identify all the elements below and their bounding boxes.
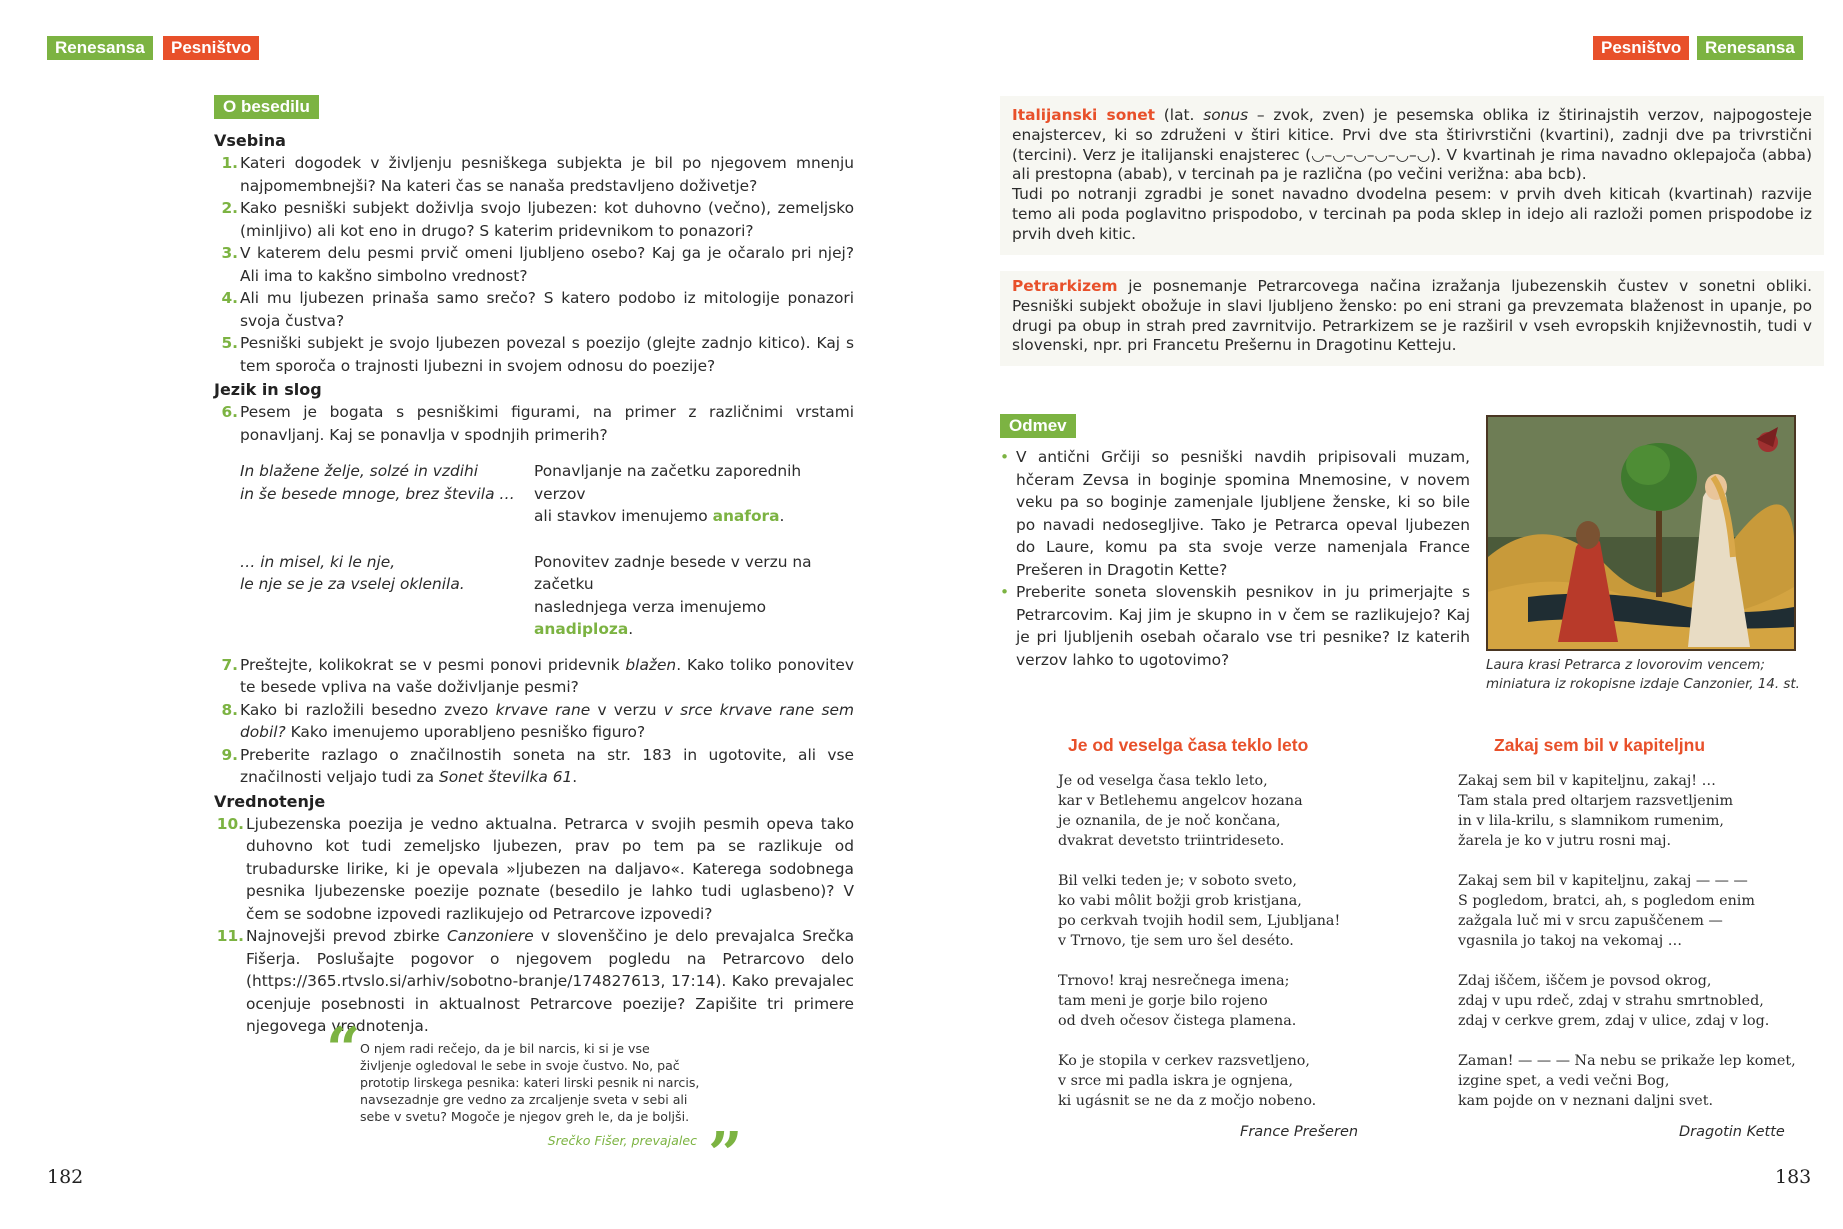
question-3: 3. V katerem delu pesmi prvič omeni ljubljeno osebo? Kaj ga je očaralo pri njej? Ali ima to kakšno simbolno vrednost?	[221, 244, 854, 285]
term-anadiploza: anadiploza	[534, 620, 629, 638]
example-explanation: Ponavljanje na začetku zaporednih verzov	[534, 462, 802, 503]
close-quote-mark: ”	[708, 1120, 743, 1190]
left-page	[0, 0, 921, 1229]
question-8: 8. Kako bi razložili besedno zvezo krvave rane v verzu v srce krvave rane sem dobil? Kako imenujemo uporabljeno pesniško figuro?	[221, 700, 855, 741]
odmev-bullet-2: • Preberite soneta slovenskih pesnikov in ju primerjajte s Petrarcovim. Kaj jim je skupno in v čem se razlikujejo? Kaj je pri ljubljenih osebah očaralo vse tri pesnike? Iz katerih verzov lahko to ugotovimo?	[1000, 581, 1470, 671]
question-10: 10. Ljubezenska poezija je vedno aktualna. Petrarca v svojih pesmih opeva tako duhovno kot tudi zemeljsko ljubezen, prav po tem pa se razlikuje od trubadurske lirike, ki je opevala »ljubezen na daljavo«. Katerega sodobnega pesnika ljubezenske poezije poznate (besedilo je lahko tudi uglasbeno)? V čem se sodobne izpovedi razlikujejo od Petrarcove izpovedi?	[216, 814, 854, 923]
odmev-bullet-1: • V antični Grčiji so pesniški navdih pripisovali muzam, hčeram Zevsa in boginje spomina Mnemosine, v novem veku pa so boginje zamenjale ljubljene ženske, ki so bile po navadi nedosegljive. Tako je Petrarca opeval ljubezen do Laure, komu pa sta svoje verze namenjala France Prešeren in Dragotin Kette?	[1000, 446, 1470, 581]
section-title-o-besedilu: O besedilu	[214, 95, 319, 119]
question-7: 7. Preštejte, kolikokrat se v pesmi ponovi pridevnik blažen. Kako toliko ponovitev te besede vpliva na vaše doživljanje pesmi?	[221, 655, 854, 696]
sonet-info-box: Italijanski sonet (lat. sonus – zvok, zven) je pesemska oblika iz štirinajstih verzov, najpogosteje enajstercev, ki so združeni v štiri kitice. Prvi dve sta štirivrstični (kvartini), zadnji dve pa trivrstični (tercini). Verz je italijanski enajsterec (◡–◡–◡–◡–◡–◡). V kvartinah je rima navadno oklepajoča (abba) ali prestopna (abab), v tercinah pa je različna (po večini verižna: aba bcb). Tudi po notranji zgradbi je sonet navadno dvodelna pesem: v prvih dveh kiticah (kvartinah) razvije temo ali poda poglavitno prispodobo, v tercinah pa poda sklep in idejo ali razloži pomen prispodobe iz prvih dveh kitic.	[1000, 96, 1824, 255]
poem-title-preseren: Je od veselga časa teklo leto	[1068, 735, 1309, 755]
tag-pesnistvo: Pesništvo	[1593, 36, 1689, 60]
sonet-paragraph-2: Tudi po notranji zgradbi je sonet navadno dvodelna pesem: v prvih dveh kiticah (kvartinah) razvije temo ali poda poglavitno prispodobo, v tercinah pa poda sklep in idejo ali razloži pomen prispodobe iz prvih dveh kitic.	[1012, 185, 1812, 243]
petrarkizem-info-box: Petrarkizem je posnemanje Petrarcovega načina izražanja ljubezenskih čustev v sonetni obliki. Pesniški subjekt obožuje in slavi ljubljeno žensko: po eni strani ga prevzemata blaženost in upanje, po drugi pa obup in strah pred zavrnitvijo. Petrarkizem se je razširil v vseh evropskih književnostih, tudi v slovenski, npr. pri Francetu Prešernu in Dragotinu Ketteju.	[1000, 271, 1824, 366]
quote-text: O njem radi rečejo, da je bil narcis, ki si je vse življenje ogledoval le sebe in svoje čustvo. No, pač prototip lirskega pesnika: kateri lirski pesnik ni narcis, navsezadnje gre vedno za zrcaljenje sveta v sebi ali sebe v svetu? Mogoče je njegov greh le, da je boljši.	[360, 1041, 700, 1124]
example-verse: In blažene želje, solzé in vzdihi	[240, 462, 479, 480]
term-anafora: anafora	[712, 507, 780, 525]
term-petrarkizem: Petrarkizem	[1012, 277, 1118, 295]
miniature-illustration	[1488, 417, 1794, 649]
poem-author-kette: Dragotin Kette	[1679, 1124, 1785, 1140]
right-page	[922, 0, 1843, 1229]
example-verse: … in misel, ki le nje,	[240, 552, 396, 571]
quote-author: Srečko Fišer, prevajalec	[547, 1133, 697, 1148]
question-6: 6. Pesem je bogata s pesniškimi figurami, na primer z različnimi vrstami ponavljanj. Kaj se ponavlja v spodnjih primerih?	[221, 403, 854, 444]
stanza: Bil velki teden je; v soboto sveto, ko vabi môlit božji grob kristjana, po cerkvah tvojih hodil sem, Ljubljana! v Trnovo, tje sem uro šel deséto.	[1058, 873, 1341, 949]
question-4: 4. Ali mu ljubezen prinaša samo srečo? S katero podobo iz mitologije ponazori svoja čustva?	[221, 289, 854, 330]
question-2: 2. Kako pesniški subjekt doživlja svojo ljubezen: kot duhovno (večno), zemeljsko (minljivo) ali kot eno in drugo? S katerim pridevnikom to ponazori?	[221, 199, 854, 240]
question-5: 5. Pesniški subjekt je svojo ljubezen povezal s poezijo (glejte zadnjo kitico). Kaj s tem sporoča o trajnosti ljubezni in svojem odnosu do poezije?	[221, 334, 854, 375]
example-verse: le nje se je za vselej oklenila.	[240, 575, 465, 593]
question-11: 11. Najnovejši prevod zbirke Canzoniere v slovenščino je delo prevajalca Srečka Fišerja. Poslušajte pogovor o njegovem pogledu na Petrarcovo delo (https://365.rtvslo.si/arhiv/sobotno-branje/174827613, 17:14). Kako prevajalec ocenjuje posebnosti in aktualnost Petrarcove poezije? Zapišite tri primere njegovega vrednotenja.	[216, 927, 854, 1035]
odmev-bullets	[1000, 446, 1470, 671]
stanza: Zaman! — — — Na nebu se prikaže lep komet, izgine spet, a vedi večni Bog, kam pojde on v neznani daljni svet.	[1458, 1053, 1796, 1109]
stanza: Zakaj sem bil v kapiteljnu, zakaj — — — S pogledom, bratci, ah, s pogledom enim zažgala luč mi v srcu zapuščenem — vgasnila jo takoj na vekomaj …	[1458, 873, 1755, 949]
tag-renesansa: Renesansa	[1697, 36, 1803, 60]
stanza: Ko je stopila v cerkev razsvetljeno, v srce mi padla iskra je ognjena, ki ugásnit se ne da z močjo nobeno.	[1058, 1053, 1317, 1109]
term-italijanski-sonet: Italijanski sonet	[1012, 106, 1156, 124]
example-explanation: Ponovitev zadnje besede v verzu na začetku	[534, 552, 812, 593]
stanza: Je od veselga časa teklo leto, kar v Betlehemu angelcov hozana je oznanila, de je noč končana, dvakrat devetsto triintrideseto.	[1058, 773, 1303, 849]
stanza: Zdaj iščem, iščem je povsod okrog, zdaj v upu rdeč, zdaj v strahu smrtnobled, zdaj v cerkve grem, zdaj v ulice, zdaj v log.	[1458, 973, 1770, 1029]
example-anadiploza: … in misel, ki le nje, le nje se je za vselej oklenila. Ponovitev zadnje besede v verzu na začetku naslednjega verza imenujemo anadiploza.	[240, 551, 854, 641]
questions-column	[214, 128, 854, 1038]
page-number-right: 183	[1775, 1166, 1812, 1188]
subhead-vrednotenje: Vrednotenje	[214, 791, 326, 811]
subhead-vsebina: Vsebina	[214, 131, 286, 150]
miniature-caption: Laura krasi Petrarca z lovorovim vencem; miniatura iz rokopisne izdaje Canzonier, 14. st.	[1486, 658, 1800, 692]
laura-petrarca-miniature	[1486, 415, 1796, 651]
poem-author-preseren: France Prešeren	[1240, 1124, 1359, 1140]
open-quote-mark: “	[326, 1015, 361, 1085]
poem-kette	[1458, 771, 1808, 1131]
tag-renesansa: Renesansa	[47, 36, 153, 60]
poem-preseren	[1058, 771, 1358, 1131]
poem-title-kette: Zakaj sem bil v kapiteljnu	[1494, 735, 1706, 755]
translator-quote	[360, 1040, 705, 1149]
page-number-left: 182	[47, 1166, 84, 1188]
question-9: 9. Preberite razlago o značilnostih soneta na str. 183 in ugotovite, ali vse značilnosti veljajo tudi za Sonet številka 61.	[221, 745, 854, 786]
subhead-jezik-in-slog: Jezik in slog	[214, 380, 322, 399]
tag-pesnistvo: Pesništvo	[163, 36, 259, 60]
example-verse: in še besede mnoge, brez števila …	[240, 484, 515, 503]
section-title-odmev: Odmev	[1000, 414, 1076, 438]
question-1: 1. Kateri dogodek v življenju pesniškega subjekta je bil po njegovem mnenju najpomembnejši? Na kateri čas se nanaša predstavljeno doživetje?	[221, 154, 854, 195]
stanza: Zakaj sem bil v kapiteljnu, zakaj! … Tam stala pred oltarjem razsvetljenim in v lila-krilu, s slamnikom rumenim, žarela je ko v jutru rosni maj.	[1458, 773, 1734, 849]
example-anafora: In blažene želje, solzé in vzdihi in še besede mnoge, brez števila … Ponavljanje na začetku zaporednih verzov ali stavkov imenujemo anafora.	[240, 460, 854, 528]
stanza: Trnovo! kraj nesrečnega imena; tam meni je gorje bilo rojeno od dveh očesov čistega plamena.	[1058, 973, 1297, 1029]
